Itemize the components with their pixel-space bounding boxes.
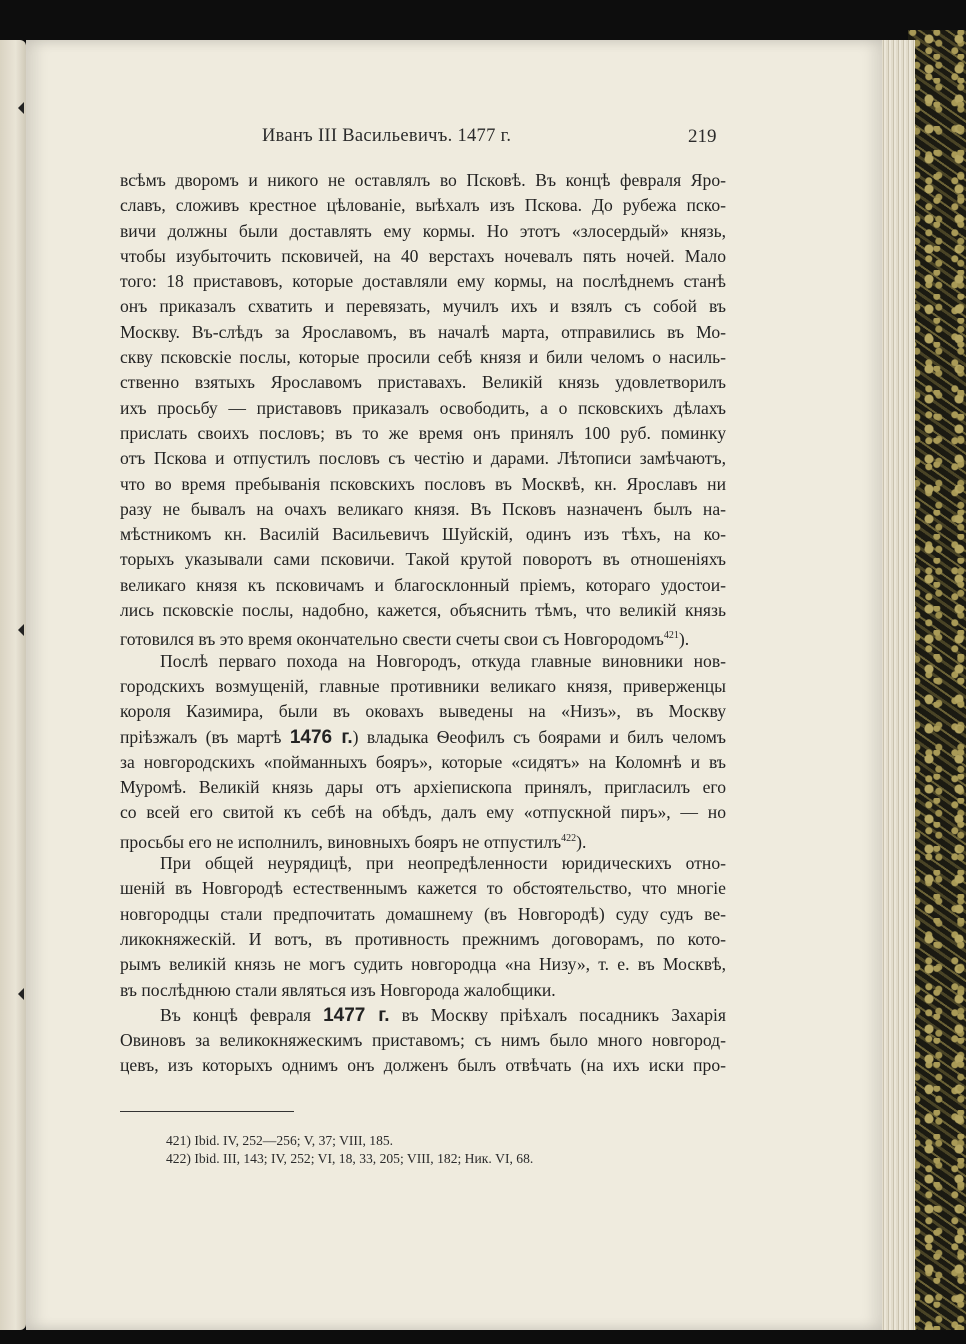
text-line [120, 345, 726, 370]
text-line [120, 370, 726, 395]
line-text: просьбы его не исполнилъ, виновныхъ бояръ не отпустилъ [120, 831, 562, 852]
text-line [120, 1028, 726, 1053]
footnote-ref: 422 [561, 832, 577, 844]
line-text: лись псковскіе послы, надобно, кажется, объяснить тѣмъ, что великій князь [120, 600, 726, 621]
text-line [120, 294, 726, 319]
text-line [120, 952, 726, 977]
line-text: что во время пребыванія псковскихъ пословъ въ Москвѣ, кн. Ярославъ ни [120, 473, 726, 494]
line-text: ственно взятыхъ Ярославомъ приставахъ. Великій князь удовлетворилъ [120, 372, 726, 393]
footnote-ref: 421 [663, 630, 679, 642]
binding-mark [18, 988, 24, 1000]
line-text: того: 18 приставовъ, которые доставляли ему кормы, на послѣднемъ станѣ [120, 271, 726, 292]
line-text: Муромѣ. Великій князь дары отъ архіепископа принялъ, пригласилъ его [120, 777, 726, 798]
footnotes [166, 1132, 533, 1168]
text-line [120, 902, 726, 927]
line-text: При общей неурядицѣ, при неопредѣленности юридическихъ отно- [160, 853, 726, 874]
line-text: Москву. Въ-слѣдъ за Ярославомъ, въ началѣ марта, отправились въ Мо- [120, 321, 726, 342]
text-line [120, 396, 726, 421]
text-line [120, 522, 726, 547]
text-line [120, 851, 726, 876]
line-text: за новгородскихъ «пойманныхъ бояръ», которые «сидятъ» на Коломнѣ и въ [120, 751, 726, 772]
text-line [120, 598, 726, 623]
text-line [120, 446, 726, 471]
text-line [120, 320, 726, 345]
footnote-line: 421) Ibid. IV, 252—256; V, 37; VIII, 185. [166, 1133, 394, 1148]
text-line [120, 800, 726, 825]
line-text: всѣмъ дворомъ и никого не оставлялъ во Псковѣ. Въ концѣ февраля Яро- [120, 170, 726, 190]
footnote-ref-close: ). [678, 629, 690, 650]
left-page-edge [0, 40, 26, 1330]
line-text: Послѣ перваго похода на Новгородъ, откуда главные виновники нов- [160, 650, 726, 671]
text-line [120, 876, 726, 901]
line-text: готовился въ это время окончательно свести счеты свои съ Новгородомъ [120, 629, 664, 650]
text-line [120, 219, 726, 244]
text-line [120, 649, 726, 674]
line-text: короля Казимира, были въ оковахъ выведены на «Низъ», въ Москву [120, 701, 726, 722]
line-text: скву псковскіе послы, которые просили себѣ князя и били челомъ о насиль- [120, 347, 726, 368]
text-line [120, 775, 726, 800]
page-edges [880, 40, 915, 1330]
line-text: мѣстникомъ кн. Василій Васильевичъ Шуйскій, одинъ изъ тѣхъ, на ко- [120, 524, 726, 545]
text-line [120, 269, 726, 294]
text-line [120, 1003, 726, 1028]
text-line [120, 978, 726, 1003]
line-text-after: въ Москву пріѣхалъ посадникъ Захарія [389, 1004, 726, 1025]
footnote-ref-close: ). [576, 831, 587, 852]
line-text: славъ, сложивъ крестное цѣлованіе, выѣхалъ изъ Пскова. До рубежа пско- [120, 195, 726, 216]
page-number: 219 [688, 126, 717, 147]
line-text: торыхъ указывали сами псковичи. Такой крутой поворотъ въ отношеніяхъ [120, 549, 726, 570]
running-title: Иванъ III Васильевичъ. 1477 г. [262, 126, 512, 146]
text-line [120, 725, 726, 750]
body-text [120, 168, 726, 1079]
line-text: ихъ просьбу — приставовъ приказалъ освободить, а о псковскихъ дѣлахъ [120, 397, 726, 418]
text-line [120, 573, 726, 598]
text-line [120, 699, 726, 724]
line-text: онъ приказалъ схватить и перевязать, мучилъ ихъ и взялъ съ собой въ [120, 296, 726, 317]
bold-year: 1476 г. [289, 726, 353, 748]
line-text: городскихъ возмущеній, главные противники великаго князя, приверженцы [120, 675, 726, 696]
text-line [120, 168, 726, 193]
line-text: цевъ, изъ которыхъ однимъ онъ долженъ былъ отвѣчать (на ихъ иски про- [120, 1055, 726, 1076]
line-text: пріѣзжалъ (въ мартѣ [120, 726, 290, 747]
footnote-rule [120, 1111, 294, 1112]
text-line [120, 927, 726, 952]
line-text: со всей его свитой къ себѣ на обѣдъ, далъ ему «отпускной пиръ», — но [120, 802, 726, 823]
text-line [120, 674, 726, 699]
line-text: Овиновъ за великокняжескимъ приставомъ; съ нимъ было много новгород- [120, 1030, 726, 1051]
line-text: вичи должны были доставлять ему кормы. Но этотъ «злосердый» князь, [120, 220, 726, 241]
text-line [120, 750, 726, 775]
bold-year: 1477 г. [323, 1004, 390, 1026]
binding-mark [18, 102, 24, 114]
footnote-line: 422) Ibid. III, 143; IV, 252; VI, 18, 33, 205; VIII, 182; Ник. VI, 68. [166, 1151, 534, 1166]
text-line [120, 193, 726, 218]
text-line [120, 244, 726, 269]
text-line [120, 1053, 726, 1078]
text-line [120, 826, 726, 851]
line-text: чтобы изубыточить псковичей, на 40 верстахъ ночевалъ пять ночей. Мало [120, 245, 726, 266]
line-text: разу не бывалъ на очахъ великаго князя. Въ Псковъ назначенъ былъ на- [120, 498, 726, 519]
line-text: великаго князя къ псковичамъ и благосклонный пріемъ, котораго удостои- [120, 574, 726, 595]
text-line [120, 547, 726, 572]
line-text: рымъ великій князь не могъ судить новгородца «на Низу», т. е. въ Москвѣ, [120, 954, 726, 975]
text-line [120, 497, 726, 522]
text-line [120, 623, 726, 648]
text-line [120, 472, 726, 497]
binding-mark [18, 624, 24, 636]
line-text: прислать своихъ пословъ; въ то же время онъ принялъ 100 руб. поминку [120, 422, 726, 443]
line-text: шеній въ Новгородѣ естественнымъ кажется то обстоятельство, что многіе [120, 878, 726, 899]
marbled-cover [908, 30, 966, 1330]
text-line [120, 421, 726, 446]
line-text: Въ концѣ февраля [160, 1004, 324, 1025]
line-text: новгородцы стали предпочитать домашнему (въ Новгородѣ) суду судъ ве- [120, 903, 726, 924]
line-text: ликокняжескій. И вотъ, въ противность прежнимъ договорамъ, по кото- [120, 928, 726, 949]
line-text: въ послѣднюю стали являться изъ Новгорода жалобщики. [120, 979, 556, 1000]
line-text: отъ Пскова и отпустилъ пословъ съ честію и дарами. Лѣтописи замѣчаютъ, [120, 448, 726, 469]
line-text-after: ) владыка Ѳеофилъ съ боярами и билъ челомъ [352, 726, 726, 747]
